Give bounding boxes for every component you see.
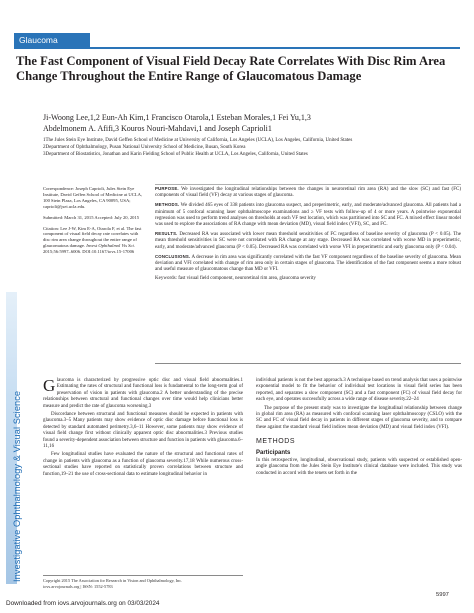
author-list <box>43 113 443 134</box>
abstract <box>155 186 461 286</box>
footer-rule <box>43 575 243 576</box>
intro-paragraph-2: Discordance between structural and functional measures should be expected in patients with glaucoma.3–5 Many patients may show evidence of optic disc damage before functional loss is detected by standard automated perimetry.3,6–11 However, some patients may show evidence of visual field change first without clinically apparent optic disc abnormalities.3 Previous studies found a severity-dependent association between structure and function in patients with glaucoma.6–11,16 <box>43 412 243 450</box>
drop-cap: G <box>43 376 56 395</box>
top-rule <box>14 47 460 49</box>
abstract-purpose <box>155 186 461 199</box>
body-column-left <box>43 378 243 480</box>
abstract-conclusions <box>155 254 461 274</box>
intro-paragraph-5: The purpose of the present study was to investigate the longitudinal relationship between change in global rim area (RA) as measured with confocal scanning laser ophthalmoscopy (CSLO) with the SC and FC of visual field decay in patients in different stages of glaucoma severity, and to compare these against the standard visual field indices mean deviation (MD) and visual field index (VFI). <box>256 405 462 430</box>
abstract-results <box>155 231 461 251</box>
purpose-heading: PURPOSE. <box>155 186 179 191</box>
authors-line-2: Abdelmonem A. Afifi,3 Kouros Nouri-Mahdavi,1 and Joseph Caprioli1 <box>43 123 272 133</box>
purpose-text: We investigated the longitudinal relationships between the changes in neuroretinal rim area (RA) and the slow (SC) and fast (FC) components of visual field (VF) decay at various stages of glaucoma. <box>155 187 461 199</box>
intro-paragraph-1 <box>43 378 243 410</box>
journal-side-title: Investigative Ophthalmology & Visual Science <box>12 390 22 582</box>
conclusions-heading: CONCLUSIONS. <box>155 253 191 259</box>
article-title: The Fast Component of Visual Field Decay Rate Correlates With Disc Rim Area Change Throughout the Entire Range of Glaucomatous Damage <box>16 54 446 83</box>
participants-subheading: Participants <box>256 449 291 456</box>
conclusions-text: A decrease in rim area was significantly correlated with the fast VF component regardless of the baseline severity of glaucoma. Mean deviation and VFI correlated with change of rim area only in certain stages of glaucoma. The identification of the fast component seems a more robust and useful measure of glaucomatous change than MD or VFI. <box>155 254 461 273</box>
download-note: Downloaded from iovs.arvojournals.org on 03/03/2024 <box>6 600 160 607</box>
page-footer <box>43 578 243 589</box>
methods-text: We divided 465 eyes of 338 patients into glaucoma suspect, and preperimetric, early, and moderate/advanced glaucoma. All patients had a minimum of 5 confocal scanning laser ophthalmoscope examinations and ≥ VF tests with follow-up of 4 or more years. A pointwise exponential regression was used to perform trend analyses on thresholds at each VF test location, which was partitioned into SC and FC. A mixed effect linear model was used to explore the associations of RA change with mean deviation (MD), visual field index (VFI), SC, and FC. <box>155 203 461 228</box>
abstract-bottom-rule <box>155 363 461 364</box>
keywords: Keywords: fast visual field component, neuroretinal rim area, glaucoma severity <box>155 276 316 282</box>
category-tab: Glaucoma <box>14 33 90 47</box>
citation <box>43 226 146 256</box>
authors-line-1: Ji-Woong Lee,1,2 Eun-Ah Kim,1 Francisco Otarola,1 Esteban Morales,1 Fei Yu,1,3 <box>43 113 311 122</box>
body-column-right <box>256 378 462 479</box>
citation-text: Citation: Lee J-W, Kim E-A, Otarola F, et al. The fast component of visual field decay rate correlates with disc rim area change throughout the entire range of glaucomatous damage. <box>43 225 142 249</box>
abstract-methods <box>155 202 461 228</box>
affiliations <box>43 138 453 159</box>
page-number: 5997 <box>436 592 449 598</box>
intro-paragraph-3: Few longitudinal studies have evaluated the nature of the structural and functional rates of change in patients with glaucoma as a function of glaucoma severity.17,18 While numerous cross-sectional studies have reported on statistically proven correlations between structure and function,19–21 the use of cross-sectional data to estimate longitudinal behavior in <box>43 452 243 477</box>
affiliation-2: 2Department of Ophthalmology, Pusan National University School of Medicine, Busan, South Korea <box>43 145 246 150</box>
methods-section-heading: METHODS <box>256 438 296 446</box>
affiliation-3: 3Department of Biostatistics, Jonathan and Karin Fielding School of Public Health at UCLA, Los Angeles, California, United States <box>43 152 308 157</box>
submission-dates: Submitted: March 31, 2015 Accepted: July 20, 2015 <box>43 214 140 220</box>
article-info-column <box>43 186 146 260</box>
citation-doi: 2015;56:5997–6006. DOI:10.1167/iovs.15-17006 <box>43 249 135 255</box>
methods-heading: METHODS. <box>155 202 180 208</box>
intro-paragraph-1-text: laucoma is characterized by progressive optic disc and visual field abnormalities.1 Estimating the rates of structural and functional loss is fundamental to the long-term goal of preservation of vision in patients with glaucoma.2 A better understanding of the precise relationships between structural and functional changes over time would help clinicians better measure and predict the rate of glaucoma worsening.3 <box>43 378 243 409</box>
citation-journal: Invest Ophthalmol Vis Sci. <box>86 243 135 249</box>
affiliation-1: 1The Jules Stein Eye Institute, David Geffen School of Medicine at University of California, Los Angeles (UCLA), Los Angeles, California, United States <box>43 138 353 143</box>
participants-paragraph: In this retrospective, longitudinal, observational study, patients with suspected or established open-angle glaucoma from the Jules Stein Eye Institute's clinical database were included. This study was conducted in accord with the tenets set forth in the <box>256 458 462 476</box>
correspondence: Correspondence: Joseph Caprioli, Jules Stein Eye Institute, David Geffen School of Medicine at UCLA, 100 Stein Plaza, Los Angeles, CA 90095, USA; caprioli@jsei.ucla.edu. <box>43 186 143 209</box>
journal-url: iovs.arvojournals.org | ISSN: 1552-5783 <box>43 583 113 589</box>
copyright-line: Copyright 2015 The Association for Research in Vision and Ophthalmology, Inc. <box>43 578 183 583</box>
abstract-top-rule <box>155 184 461 185</box>
results-heading: RESULTS. <box>155 231 178 237</box>
intro-paragraph-4: individual patients is not the best approach.3 A technique based on trend analysis that uses a pointwise exponential model to fit the behavior of individual test locations in visual field series has been reported, and separates a slow component (SC) and a fast component (FC) of visual field decay for each eye, and operates successfully across a wide range of disease severity.22–24 <box>256 378 462 403</box>
results-text: Decreased RA was associated with lower mean threshold sensitivities of FC regardless of baseline severity of glaucoma (P < 0.05). The mean threshold sensitivities in SC were not correlated with RA change at any stage. Decreased RA was correlated with worse MD in preperimetric, early, and moderate/advanced glaucoma (P < 0.05). Decreased RA was correlated with worse VFI in preperimetric and early glaucoma only (P < 0.04). <box>155 232 461 250</box>
